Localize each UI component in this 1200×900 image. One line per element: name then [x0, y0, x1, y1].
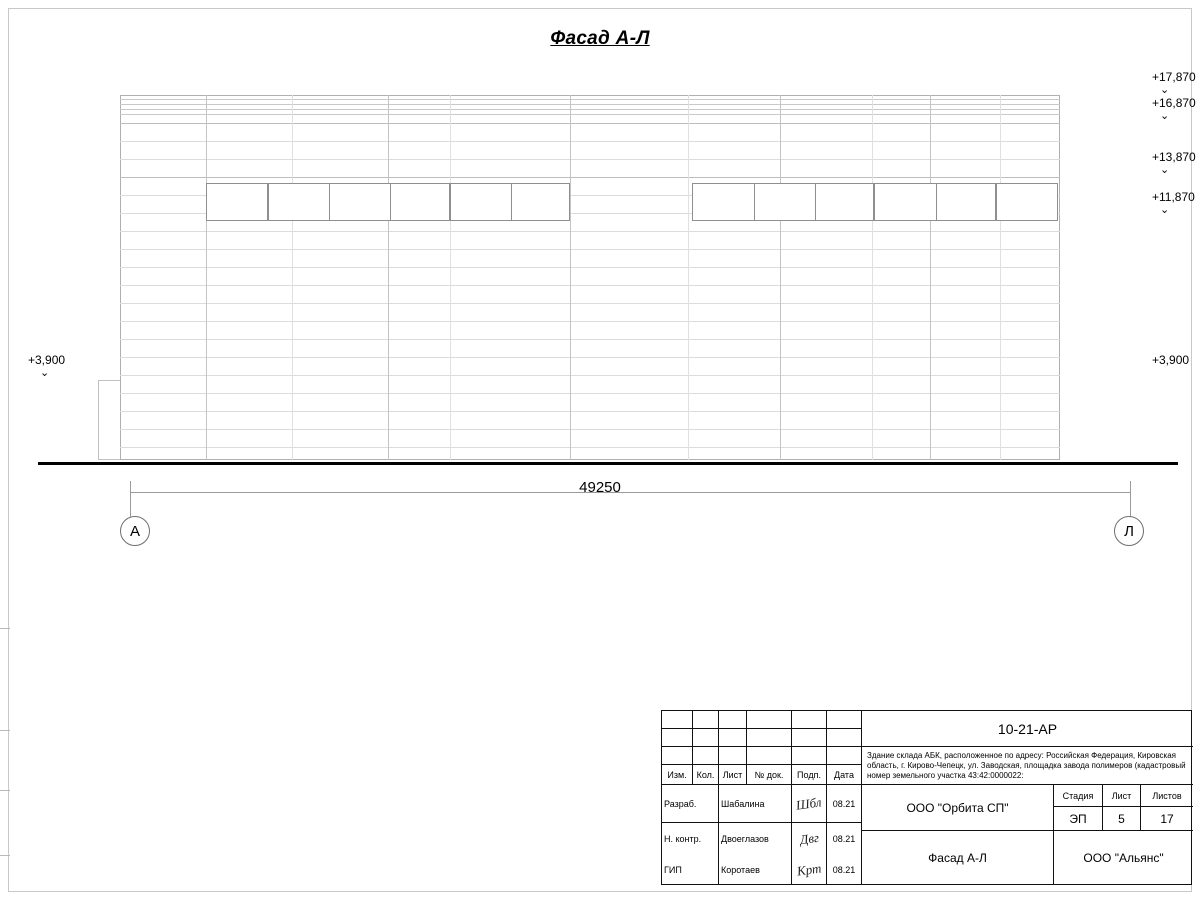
lists-header: Листов [1141, 785, 1193, 807]
organization-name: ООО "Орбита СП" [862, 785, 1054, 831]
revision-cell [827, 747, 862, 765]
title-block [661, 710, 1192, 885]
window-unit [450, 183, 570, 221]
panel-joint [120, 429, 1060, 430]
panel-joint [120, 393, 1060, 394]
sheet-edge-mark [0, 730, 10, 731]
window-unit [206, 183, 268, 221]
axis-leader [130, 503, 131, 517]
drawing-name: Фасад А-Л [862, 831, 1054, 885]
revision-cell [662, 747, 693, 765]
revision-cell [827, 711, 862, 729]
name-gip: Коротаев [719, 854, 792, 885]
revision-header-podp: Подп. [792, 765, 827, 785]
revision-cell [719, 747, 747, 765]
parapet-band [120, 114, 1060, 115]
level-mark-17870: +17,870 ⌄ [1152, 70, 1196, 96]
ground-line [38, 462, 1178, 465]
level-mark-3900-left: +3,900 ⌄ [28, 353, 66, 379]
level-arrow-icon: ⌄ [40, 367, 50, 379]
stage-header: Стадия [1054, 785, 1103, 807]
page-title: Фасад А-Л [550, 28, 650, 49]
date-razrab: 08.21 [827, 785, 862, 823]
panel-joint [120, 141, 1060, 142]
level-mark-16870: +16,870 ⌄ [1152, 96, 1196, 122]
revision-cell [747, 711, 792, 729]
panel-joint [120, 159, 1060, 160]
object-description: Здание склада АБК, расположенное по адресу: Российская Федерация, Кировская область, г. Кирово-Чепецк, ул. Заводская, площадка завода полимеров (кадастровый номер земельного участка 43:42:0000022: [862, 747, 1193, 785]
signature-razrab: Шбл [792, 785, 827, 823]
panel-joint [120, 411, 1060, 412]
building-outline [120, 95, 1060, 460]
panel-seam [570, 95, 571, 460]
panel-joint [120, 285, 1060, 286]
panel-joint [120, 321, 1060, 322]
company-name: ООО "Альянс" [1083, 851, 1164, 865]
panel-seam [292, 95, 293, 460]
window-unit [996, 183, 1058, 221]
date-nkontr: 08.21 [827, 823, 862, 854]
role-gip: ГИП [662, 854, 719, 885]
level-arrow-icon: ⌄ [1160, 84, 1170, 96]
entrance-canopy [98, 380, 120, 460]
signature-nkontr: Двг [792, 823, 827, 854]
panel-seam [1000, 95, 1001, 460]
panel-joint [120, 267, 1060, 268]
revision-cell [792, 747, 827, 765]
panel-joint [120, 231, 1060, 232]
revision-cell [719, 729, 747, 747]
revision-cell [719, 711, 747, 729]
panel-seam [872, 95, 873, 460]
overall-dimension-value: 49250 [579, 479, 621, 496]
panel-joint [120, 303, 1060, 304]
revision-header-kol: Кол. [693, 765, 719, 785]
date-gip: 08.21 [827, 854, 862, 885]
revision-cell [747, 729, 792, 747]
sheet-code: 10-21-АР [862, 711, 1193, 747]
revision-cell [693, 747, 719, 765]
window-unit [268, 183, 450, 221]
axis-leader [1130, 503, 1131, 517]
panel-joint [120, 123, 1060, 124]
level-mark-3900-right: +3,900 [1152, 353, 1190, 367]
panel-joint [120, 339, 1060, 340]
level-mark-11870: +11,870 ⌄ [1152, 190, 1195, 216]
elevation-drawing [120, 95, 1060, 460]
revision-cell [693, 729, 719, 747]
revision-header-list: Лист [719, 765, 747, 785]
revision-cell [827, 729, 862, 747]
panel-joint [120, 447, 1060, 448]
parapet-band [120, 104, 1060, 105]
signature-gip: Крт [792, 854, 827, 885]
axis-bubble-a: А [120, 516, 150, 546]
panel-joint [120, 357, 1060, 358]
window-unit [692, 183, 874, 221]
sheet-edge-mark [0, 855, 10, 856]
level-arrow-icon: ⌄ [1160, 164, 1170, 176]
revision-header-izm: Изм. [662, 765, 693, 785]
panel-joint [120, 177, 1060, 178]
sheet-edge-mark [0, 790, 10, 791]
revision-header-doc: № док. [747, 765, 792, 785]
panel-joint [120, 375, 1060, 376]
panel-seam [450, 95, 451, 460]
role-razrab: Разраб. [662, 785, 719, 823]
role-nkontr: Н. контр. [662, 823, 719, 854]
level-arrow-icon: ⌄ [1160, 110, 1170, 122]
panel-seam [688, 95, 689, 460]
revision-cell [662, 711, 693, 729]
list-header: Лист [1103, 785, 1141, 807]
axis-bubble-l: Л [1114, 516, 1144, 546]
revision-cell [693, 711, 719, 729]
revision-header-data: Дата [827, 765, 862, 785]
level-arrow-icon: ⌄ [1160, 204, 1170, 216]
lists-value: 17 [1141, 807, 1193, 831]
revision-cell [662, 729, 693, 747]
parapet-band [120, 99, 1060, 100]
parapet-band [120, 109, 1060, 110]
list-value: 5 [1103, 807, 1141, 831]
panel-seam [780, 95, 781, 460]
name-razrab: Шабалина [719, 785, 792, 823]
window-unit [874, 183, 996, 221]
panel-seam [930, 95, 931, 460]
panel-seam [388, 95, 389, 460]
panel-joint [120, 249, 1060, 250]
sheet-edge-mark [0, 628, 10, 629]
level-mark-13870: +13,870 ⌄ [1152, 150, 1196, 176]
name-nkontr: Двоеглазов [719, 823, 792, 854]
revision-cell [792, 711, 827, 729]
revision-cell [747, 747, 792, 765]
revision-cell [792, 729, 827, 747]
panel-seam [206, 95, 207, 460]
stage-value: ЭП [1054, 807, 1103, 831]
